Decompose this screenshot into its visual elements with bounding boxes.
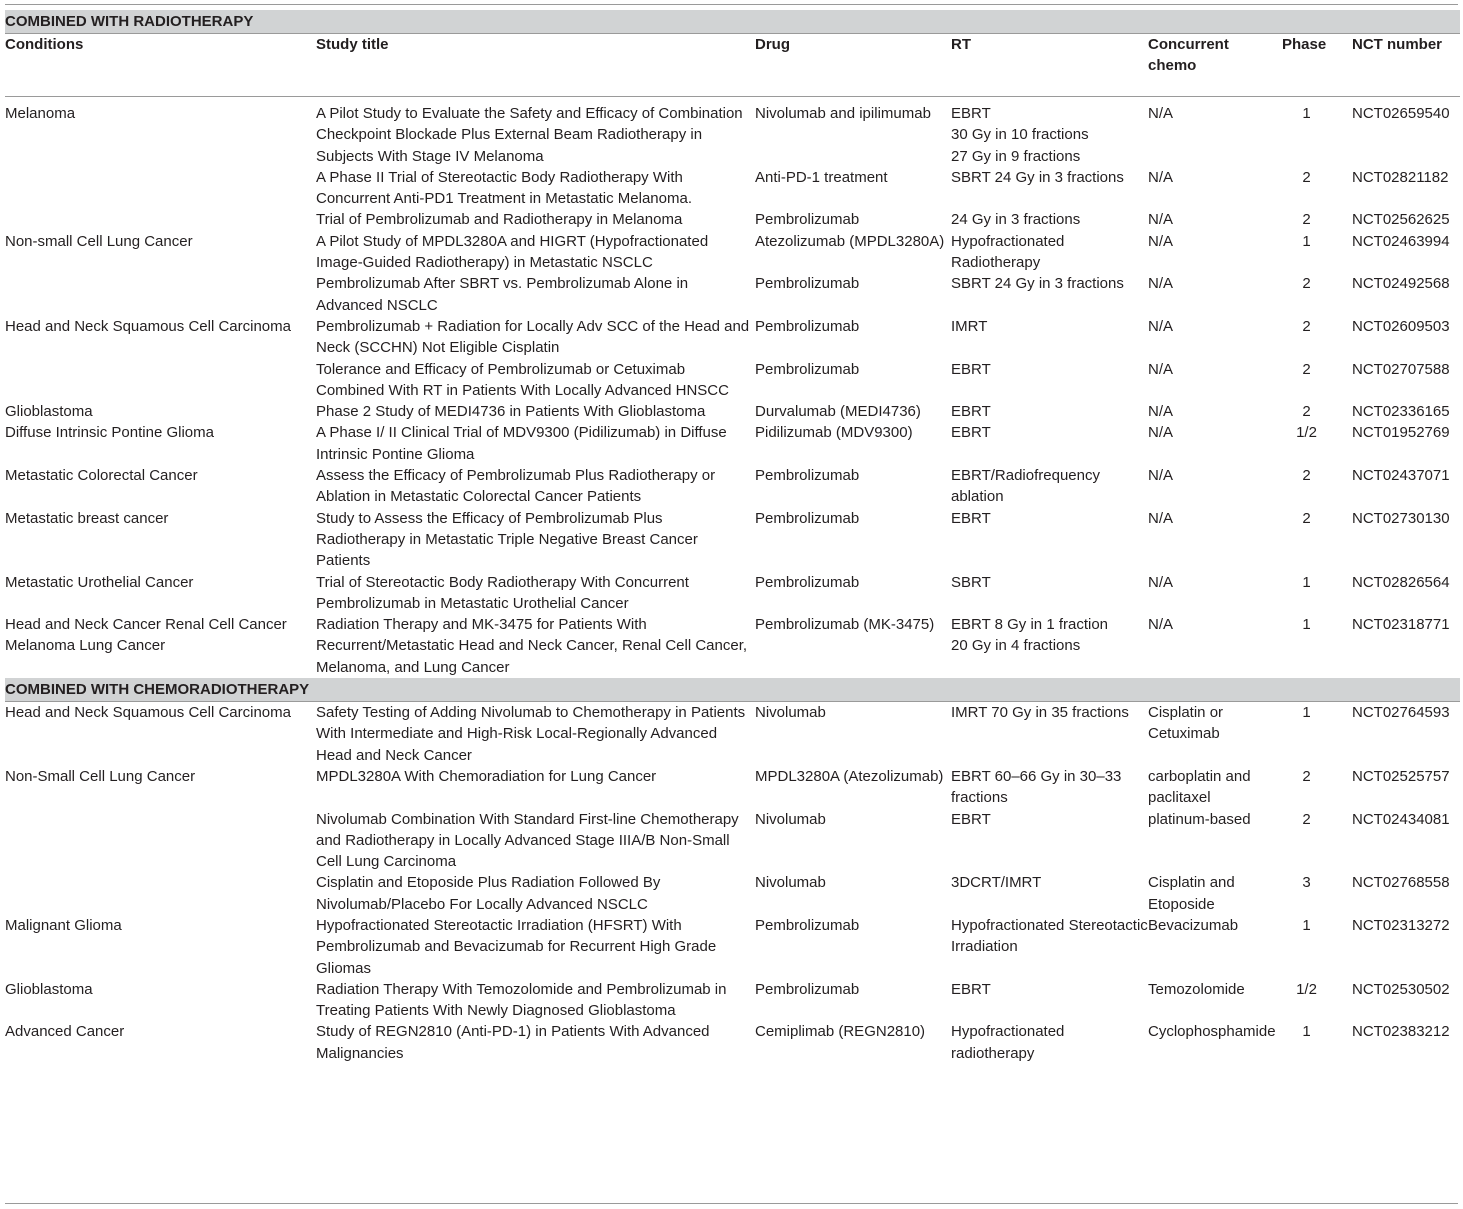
cell-phase: 1 xyxy=(1302,105,1311,122)
cell-nct-number: NCT01952769 xyxy=(1352,424,1450,442)
cell-phase: 2 xyxy=(1302,211,1311,229)
column-header-row xyxy=(5,34,1460,97)
cell-drug: Nivolumab xyxy=(755,810,826,828)
table-row xyxy=(5,273,1460,316)
cell-drug: Atezolizumab (MPDL3280A) xyxy=(755,232,945,250)
cell-nct-number: NCT02821182 xyxy=(1352,168,1449,186)
cell-study-title: A Pilot Study of MPDL3280A and HIGRT (Hypofractionated Image-Guided Radiotherapy) in Metastatic NSCLC xyxy=(316,232,709,272)
table-row xyxy=(5,401,1460,422)
cell-concurrent-chemo: N/A xyxy=(1148,424,1174,442)
cell-phase: 3 xyxy=(1302,874,1311,892)
cell-rt: EBRT xyxy=(951,403,991,421)
cell-drug: Nivolumab xyxy=(755,704,826,722)
table-row xyxy=(5,872,1460,915)
cell-conditions xyxy=(5,209,316,230)
cell-study-title: Assess the Efficacy of Pembrolizumab Plus Radiotherapy or Ablation in Metastatic Colorectal Cancer Patients xyxy=(316,467,716,506)
cell-concurrent-chemo: carboplatin and paclitaxel xyxy=(1148,767,1251,807)
cell-rt: IMRT xyxy=(951,317,988,335)
table-row xyxy=(5,231,1460,274)
cell-study-title: A Phase II Trial of Stereotactic Body Radiotherapy With Concurrent Anti-PD1 Treatment in Metastatic Melanoma. xyxy=(316,168,692,208)
cell-study-title: Radiation Therapy and MK-3475 for Patients With Recurrent/Metastatic Head and Neck Cancer, Renal Cell Cancer, Melanoma, and Lung Cancer xyxy=(316,616,748,676)
cell-drug: Pembrolizumab xyxy=(755,509,860,527)
cell-nct-number: NCT02768558 xyxy=(1352,874,1450,892)
table-row xyxy=(5,209,1460,230)
cell-concurrent-chemo: N/A xyxy=(1148,403,1174,421)
cell-nct-number: NCT02562625 xyxy=(1352,211,1450,229)
table-row xyxy=(5,167,1460,210)
cell-drug: Pembrolizumab xyxy=(755,317,860,335)
cell-concurrent-chemo: N/A xyxy=(1148,168,1174,186)
column-header-phase: Phase xyxy=(1261,34,1352,97)
cell-study-title: Hypofractionated Stereotactic Irradiation (HFSRT) With Pembrolizumab and Bevacizumab for Recurrent High Grade Gliomas xyxy=(316,916,717,977)
cell-rt: IMRT 70 Gy in 35 fractions xyxy=(951,704,1129,722)
cell-drug: Pembrolizumab (MK-3475) xyxy=(755,616,935,634)
cell-rt: Hypofractionated Radiotherapy xyxy=(951,232,1065,272)
cell-conditions: Advanced Cancer xyxy=(5,1023,125,1041)
cell-conditions: Glioblastoma xyxy=(5,403,93,421)
table-row xyxy=(5,572,1460,615)
table-row xyxy=(5,359,1460,402)
cell-study-title: A Pilot Study to Evaluate the Safety and Efficacy of Combination Checkpoint Blockade Plus External Beam Radiotherapy in Subjects With Stage IV Melanoma xyxy=(316,105,743,165)
cell-nct-number: NCT02437071 xyxy=(1352,467,1450,485)
cell-rt: EBRT xyxy=(951,509,991,527)
cell-phase: 1 xyxy=(1302,1023,1311,1041)
cell-concurrent-chemo: N/A xyxy=(1148,232,1174,250)
cell-phase: 2 xyxy=(1302,467,1311,485)
cell-concurrent-chemo: N/A xyxy=(1148,317,1174,335)
cell-nct-number: NCT02525757 xyxy=(1352,767,1450,785)
section-title: COMBINED WITH RADIOTHERAPY xyxy=(5,10,1460,34)
cell-rt: EBRT 60–66 Gy in 30–33 fractions xyxy=(951,767,1122,807)
cell-rt: 24 Gy in 3 fractions xyxy=(951,211,1081,229)
cell-phase: 1/2 xyxy=(1296,980,1317,998)
cell-rt: Hypofractionated radiotherapy xyxy=(951,1023,1065,1062)
cell-rt: EBRT xyxy=(951,810,991,828)
cell-rt: EBRT/Radiofrequency ablation xyxy=(951,467,1100,506)
cell-concurrent-chemo: Bevacizumab xyxy=(1148,916,1239,934)
cell-conditions: Head and Neck Cancer Renal Cell Cancer Melanoma Lung Cancer xyxy=(5,616,287,655)
cell-phase: 2 xyxy=(1302,509,1311,527)
section-chemoradiotherapy xyxy=(5,678,1460,702)
cell-concurrent-chemo: Temozolomide xyxy=(1148,980,1245,998)
cell-concurrent-chemo: N/A xyxy=(1148,275,1174,293)
cell-nct-number: NCT02730130 xyxy=(1352,509,1450,527)
cell-conditions xyxy=(5,809,316,873)
cell-study-title: Phase 2 Study of MEDI4736 in Patients With Glioblastoma xyxy=(316,403,706,421)
cell-nct-number: NCT02492568 xyxy=(1352,275,1450,293)
cell-drug: Nivolumab and ipilimumab xyxy=(755,105,931,122)
table-row xyxy=(5,1021,1460,1064)
cell-rt: EBRT xyxy=(951,360,991,378)
clinical-trials-table xyxy=(5,10,1460,1064)
cell-study-title: Study of REGN2810 (Anti-PD-1) in Patients With Advanced Malignancies xyxy=(316,1023,710,1062)
cell-drug: Cemiplimab (REGN2810) xyxy=(755,1023,926,1041)
cell-concurrent-chemo: N/A xyxy=(1148,360,1174,378)
cell-phase: 1 xyxy=(1302,616,1311,634)
column-header-rt: RT xyxy=(951,34,1148,97)
cell-conditions xyxy=(5,872,316,915)
cell-phase: 2 xyxy=(1302,767,1311,785)
table-row xyxy=(5,465,1460,508)
cell-study-title: MPDL3280A With Chemoradiation for Lung Cancer xyxy=(316,767,657,785)
cell-rt: Hypofractionated Stereotactic Irradiation xyxy=(951,916,1148,956)
cell-conditions xyxy=(5,273,316,316)
table-row xyxy=(5,979,1460,1022)
column-header-conditions: Conditions xyxy=(5,34,316,97)
cell-concurrent-chemo: N/A xyxy=(1148,105,1174,122)
cell-concurrent-chemo: N/A xyxy=(1148,211,1174,229)
cell-drug: Pembrolizumab xyxy=(755,467,860,485)
cell-phase: 2 xyxy=(1302,403,1311,421)
cell-drug: Pembrolizumab xyxy=(755,275,860,293)
cell-study-title: Cisplatin and Etoposide Plus Radiation Followed By Nivolumab/Placebo For Locally Advanced NSCLC xyxy=(316,874,661,913)
cell-conditions xyxy=(5,167,316,210)
table-row xyxy=(5,508,1460,572)
cell-nct-number: NCT02609503 xyxy=(1352,317,1450,335)
cell-nct-number: NCT02313272 xyxy=(1352,916,1450,934)
cell-concurrent-chemo: Cyclophosphamide xyxy=(1148,1023,1276,1041)
cell-rt: SBRT 24 Gy in 3 fractions xyxy=(951,168,1124,186)
cell-nct-number: NCT02336165 xyxy=(1352,403,1450,421)
cell-phase: 2 xyxy=(1302,360,1311,378)
cell-concurrent-chemo: Cisplatin and Etoposide xyxy=(1148,874,1235,913)
column-header-nct-number: NCT number xyxy=(1352,34,1460,97)
cell-drug: Pembrolizumab xyxy=(755,980,860,998)
cell-conditions: Non-small Cell Lung Cancer xyxy=(5,232,193,250)
cell-conditions: Diffuse Intrinsic Pontine Glioma xyxy=(5,424,214,442)
cell-conditions xyxy=(5,359,316,402)
cell-nct-number: NCT02764593 xyxy=(1352,704,1450,722)
cell-study-title: Study to Assess the Efficacy of Pembrolizumab Plus Radiotherapy in Metastatic Triple Negative Breast Cancer Patients xyxy=(316,509,698,570)
cell-phase: 2 xyxy=(1302,317,1311,335)
cell-study-title: Pembrolizumab + Radiation for Locally Adv SCC of the Head and Neck (SCCHN) Not Eligible Cisplatin xyxy=(316,317,750,357)
table-row xyxy=(5,809,1460,873)
cell-phase: 1 xyxy=(1302,704,1311,722)
cell-study-title: Trial of Pembrolizumab and Radiotherapy in Melanoma xyxy=(316,211,683,229)
cell-study-title: A Phase I/ II Clinical Trial of MDV9300 (Pidilizumab) in Diffuse Intrinsic Pontine Glioma xyxy=(316,424,727,463)
cell-nct-number: NCT02434081 xyxy=(1352,810,1450,828)
cell-conditions: Head and Neck Squamous Cell Carcinoma xyxy=(5,704,291,722)
cell-drug: Pembrolizumab xyxy=(755,573,860,591)
table-row xyxy=(5,614,1460,678)
cell-nct-number: NCT02530502 xyxy=(1352,980,1450,998)
cell-phase: 1 xyxy=(1302,232,1311,250)
cell-conditions: Metastatic Colorectal Cancer xyxy=(5,467,198,485)
table-row xyxy=(5,915,1460,979)
cell-rt: EBRT xyxy=(951,424,991,442)
cell-rt: SBRT 24 Gy in 3 fractions xyxy=(951,275,1124,293)
cell-study-title: Nivolumab Combination With Standard First-line Chemotherapy and Radiotherapy in Locally Advanced Stage IIIA/B Non-Small Cell Lung Carcinoma xyxy=(316,810,739,871)
cell-phase: 2 xyxy=(1302,810,1311,828)
cell-conditions: Head and Neck Squamous Cell Carcinoma xyxy=(5,317,291,335)
cell-study-title: Trial of Stereotactic Body Radiotherapy With Concurrent Pembrolizumab in Metastatic Urothelial Cancer xyxy=(316,573,689,612)
cell-conditions: Metastatic Urothelial Cancer xyxy=(5,573,194,591)
cell-rt: EBRT 30 Gy in 10 fractions 27 Gy in 9 fractions xyxy=(951,105,1089,165)
cell-drug: MPDL3280A (Atezolizumab) xyxy=(755,767,944,785)
cell-rt: 3DCRT/IMRT xyxy=(951,874,1042,892)
table-row xyxy=(5,766,1460,809)
cell-concurrent-chemo: Cisplatin or Cetuximab xyxy=(1148,704,1224,743)
cell-phase: 1 xyxy=(1302,916,1311,934)
column-header-drug: Drug xyxy=(755,34,951,97)
section-chemoradiotherapy-rows xyxy=(5,702,1460,1065)
section-title: COMBINED WITH CHEMORADIOTHERAPY xyxy=(5,678,1460,702)
cell-drug: Pembrolizumab xyxy=(755,916,860,934)
cell-drug: Nivolumab xyxy=(755,874,826,892)
cell-concurrent-chemo: N/A xyxy=(1148,573,1174,591)
cell-study-title: Safety Testing of Adding Nivolumab to Chemotherapy in Patients With Intermediate and High-Risk Local-Regionally Advanced Head and Neck Cancer xyxy=(316,704,746,764)
top-rule xyxy=(5,4,1458,5)
cell-rt: SBRT xyxy=(951,573,991,591)
section-radiotherapy-rows xyxy=(5,103,1460,678)
cell-drug: Pembrolizumab xyxy=(755,211,860,229)
cell-concurrent-chemo: N/A xyxy=(1148,616,1174,634)
cell-rt: EBRT xyxy=(951,980,991,998)
table-row xyxy=(5,702,1460,766)
cell-study-title: Tolerance and Efficacy of Pembrolizumab or Cetuximab Combined With RT in Patients With Locally Advanced HNSCC xyxy=(316,360,729,399)
cell-nct-number: NCT02383212 xyxy=(1352,1023,1450,1041)
table-row xyxy=(5,316,1460,359)
cell-drug: Pidilizumab (MDV9300) xyxy=(755,424,913,442)
bottom-rule xyxy=(5,1203,1458,1204)
table-row xyxy=(5,103,1460,167)
cell-nct-number: NCT02826564 xyxy=(1352,573,1450,591)
cell-nct-number: NCT02318771 xyxy=(1352,616,1450,634)
cell-conditions: Non-Small Cell Lung Cancer xyxy=(5,767,196,785)
cell-nct-number: NCT02463994 xyxy=(1352,232,1450,250)
cell-study-title: Radiation Therapy With Temozolomide and Pembrolizumab in Treating Patients With Newly Diagnosed Glioblastoma xyxy=(316,980,727,1020)
cell-conditions: Melanoma xyxy=(5,105,76,122)
cell-conditions: Malignant Glioma xyxy=(5,916,122,934)
cell-conditions: Glioblastoma xyxy=(5,980,93,998)
cell-rt: EBRT 8 Gy in 1 fraction 20 Gy in 4 fractions xyxy=(951,616,1109,655)
section-radiotherapy xyxy=(5,10,1460,103)
cell-concurrent-chemo: platinum-based xyxy=(1148,810,1251,828)
cell-phase: 2 xyxy=(1302,275,1311,293)
cell-phase: 1 xyxy=(1302,573,1311,591)
cell-drug: Anti-PD-1 treatment xyxy=(755,168,888,186)
cell-concurrent-chemo: N/A xyxy=(1148,467,1174,485)
cell-nct-number: NCT02707588 xyxy=(1352,360,1450,378)
cell-nct-number: NCT02659540 xyxy=(1352,105,1450,122)
cell-conditions: Metastatic breast cancer xyxy=(5,509,169,527)
column-header-study-title: Study title xyxy=(316,34,755,97)
cell-study-title: Pembrolizumab After SBRT vs. Pembrolizumab Alone in Advanced NSCLC xyxy=(316,275,689,314)
cell-concurrent-chemo: N/A xyxy=(1148,509,1174,527)
cell-phase: 2 xyxy=(1302,168,1311,186)
table-row xyxy=(5,422,1460,465)
column-header-concurrent-chemo: Concurrent chemo xyxy=(1148,34,1261,97)
cell-drug: Durvalumab (MEDI4736) xyxy=(755,403,921,421)
cell-phase: 1/2 xyxy=(1296,424,1317,442)
cell-drug: Pembrolizumab xyxy=(755,360,860,378)
